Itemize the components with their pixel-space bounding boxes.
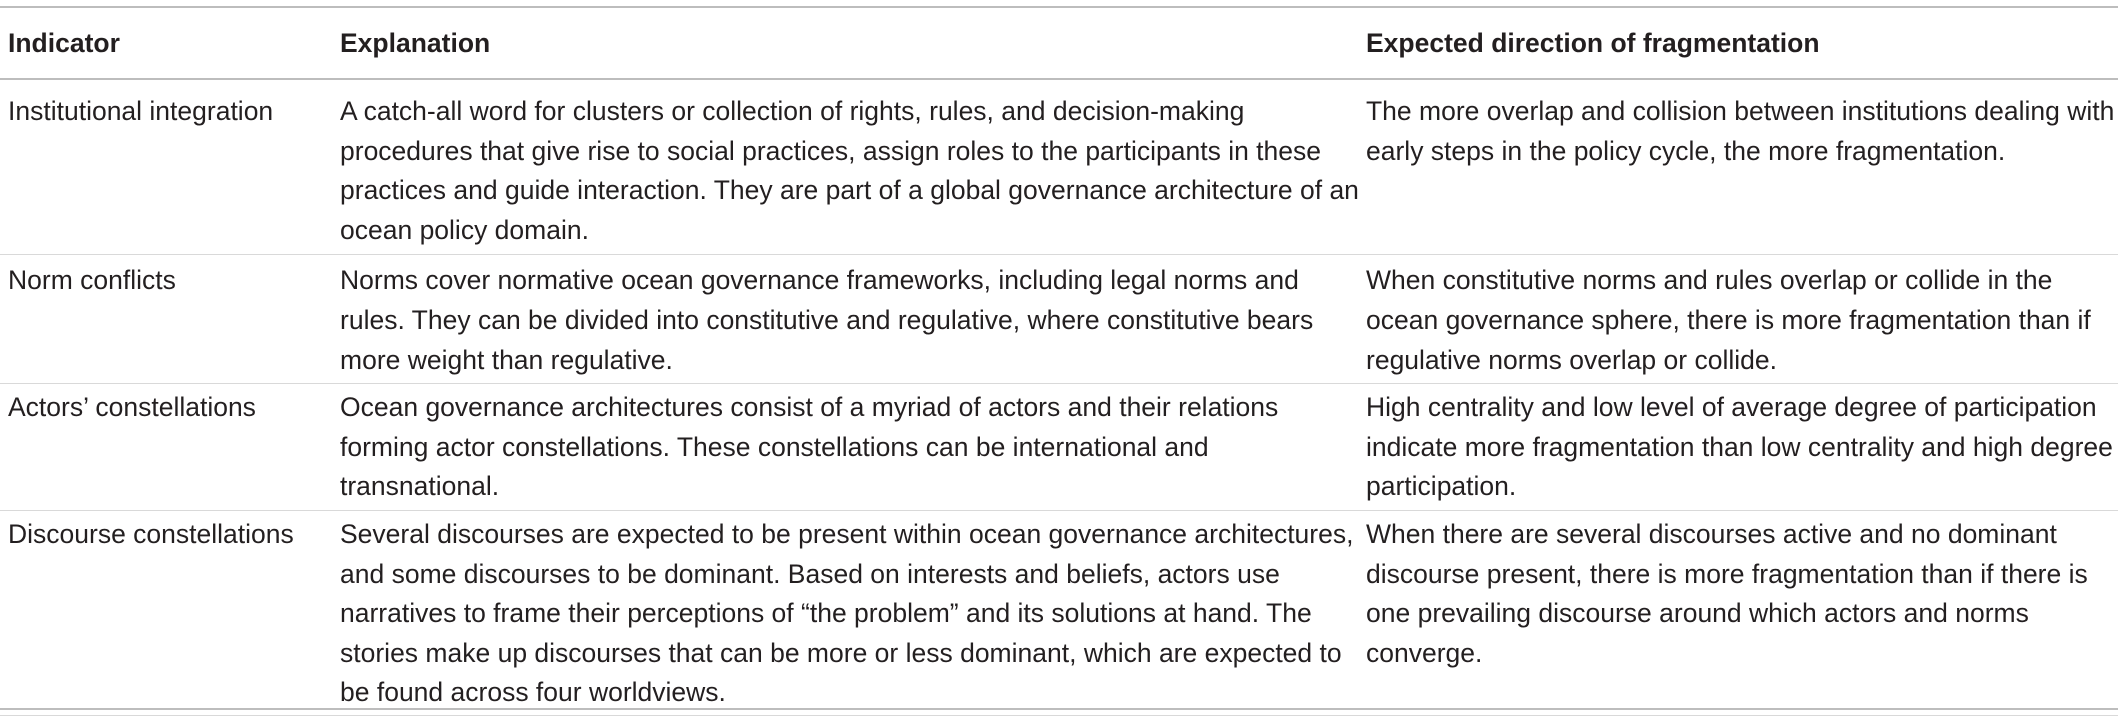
table-row bbox=[0, 384, 2118, 511]
table-row bbox=[0, 79, 2118, 255]
indicator-cell: Discourse constellations bbox=[8, 518, 294, 549]
direction-cell: High centrality and low level of average degree of participation indicate more fragmentation than low centrality and high degree participation. bbox=[1366, 392, 2113, 502]
header-direction: Expected direction of fragmentation bbox=[1366, 28, 1820, 58]
fragmentation-indicators-table bbox=[0, 6, 2118, 716]
indicator-cell: Norm conflicts bbox=[8, 265, 176, 296]
direction-cell: When there are several discourses active and no dominant discourse present, there is more fragmentation than if there is one prevailing discourse around which actors and norms converge. bbox=[1366, 518, 2088, 668]
explanation-cell: Norms cover normative ocean governance frameworks, including legal norms and rules. They can be divided into constitutive and regulative, where constitutive bears more weight than regulative. bbox=[340, 265, 1314, 375]
direction-cell: When constitutive norms and rules overlap or collide in the ocean governance sphere, there is more fragmentation than if regulative norms overlap or collide. bbox=[1366, 265, 2091, 375]
table-row bbox=[0, 255, 2118, 384]
direction-cell: The more overlap and collision between institutions dealing with early steps in the policy cycle, the more fragmentation. bbox=[1366, 96, 2115, 166]
header-explanation: Explanation bbox=[340, 28, 491, 58]
explanation-cell: Several discourses are expected to be present within ocean governance architectures, and some discourses to be dominant. Based on interests and beliefs, actors use narratives to frame their perceptions of “the problem” and its solutions at hand. The stories make up discourses that can be more or less dominant, which are expected to be found across four worldviews. bbox=[340, 518, 1354, 708]
table-row bbox=[0, 510, 2118, 715]
explanation-cell: A catch-all word for clusters or collection of rights, rules, and decision-making procedures that give rise to social practices, assign roles to the participants in these practices and guide interaction. They are part of a global governance architecture of an ocean policy domain. bbox=[340, 96, 1359, 245]
table-header-row bbox=[0, 7, 2118, 79]
header-indicator: Indicator bbox=[8, 28, 120, 58]
explanation-cell: Ocean governance architectures consist of a myriad of actors and their relations forming actor constellations. These constellations can be international and transnational. bbox=[340, 392, 1279, 502]
indicator-cell: Actors’ constellations bbox=[8, 392, 256, 423]
indicator-cell: Institutional integration bbox=[8, 96, 274, 126]
